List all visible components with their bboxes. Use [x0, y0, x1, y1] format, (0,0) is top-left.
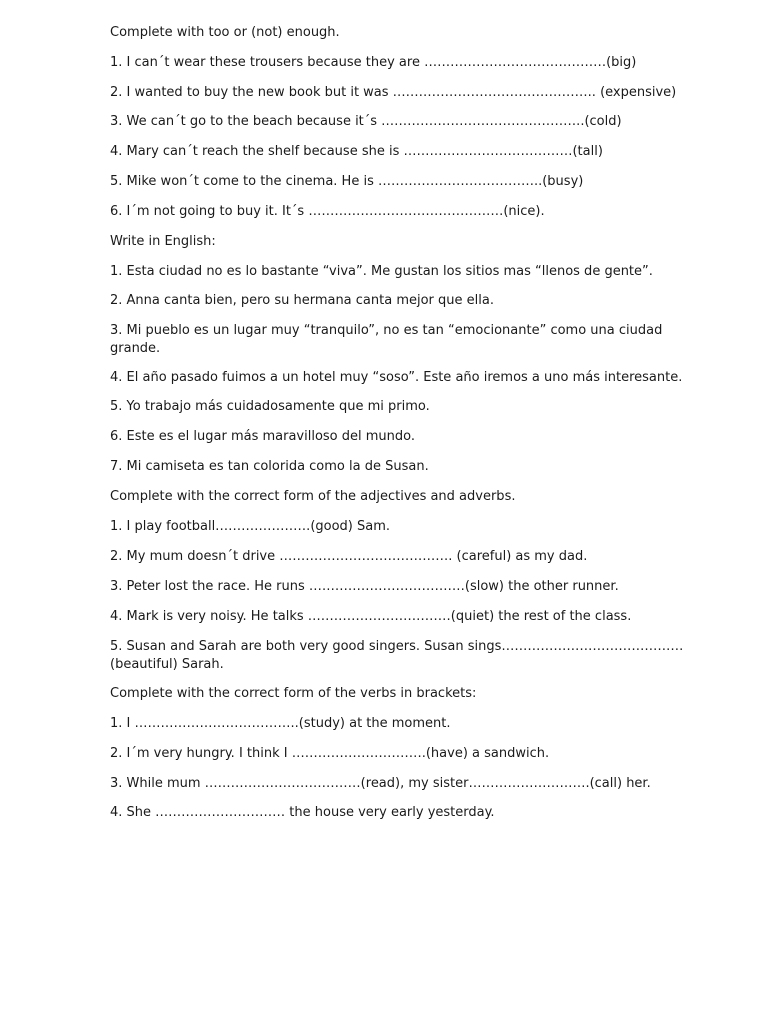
section-heading: Complete with too or (not) enough. [110, 25, 340, 40]
section-adjectives-adverbs [110, 488, 700, 674]
section-too-enough [110, 24, 700, 221]
exercise-item: 5. Susan and Sarah are both very good singers. Susan sings……………………………………(beautiful) Sarah. [110, 639, 684, 672]
exercise-item: 7. Mi camiseta es tan colorida como la de Susan. [110, 459, 429, 474]
exercise-item: 2. My mum doesn´t drive …………………………………. (careful) as my dad. [110, 549, 588, 564]
exercise-item: 6. I´m not going to buy it. It´s ………………………………………(nice). [110, 204, 545, 219]
exercise-item: 1. I can´t wear these trousers because they are ……………………………………(big) [110, 55, 637, 70]
exercise-item: 4. El año pasado fuimos a un hotel muy “soso”. Este año iremos a uno más interesante. [110, 370, 683, 385]
exercise-item: 1. Esta ciudad no es lo bastante “viva”. Me gustan los sitios mas “llenos de gente”. [110, 264, 653, 279]
exercise-item: 4. She ………………………… the house very early yesterday. [110, 805, 495, 820]
exercise-item: 2. Anna canta bien, pero su hermana canta mejor que ella. [110, 293, 494, 308]
exercise-item: 4. Mary can´t reach the shelf because she is …………………………………(tall) [110, 144, 603, 159]
exercise-item: 5. Yo trabajo más cuidadosamente que mi primo. [110, 399, 430, 414]
section-heading: Complete with the correct form of the verbs in brackets: [110, 686, 477, 701]
exercise-item: 2. I´m very hungry. I think I ………………………….(have) a sandwich. [110, 746, 550, 761]
section-heading: Write in English: [110, 234, 216, 249]
section-verbs-in-brackets [110, 685, 700, 822]
exercise-item: 1. I ………………………………..(study) at the moment. [110, 716, 451, 731]
exercise-item: 6. Este es el lugar más maravilloso del mundo. [110, 429, 416, 444]
exercise-item: 3. Mi pueblo es un lugar muy “tranquilo”, no es tan “emocionante” como una ciudad grande. [110, 323, 663, 356]
exercise-item: 4. Mark is very noisy. He talks ……………………………(quiet) the rest of the class. [110, 609, 632, 624]
exercise-item: 1. I play football………………….(good) Sam. [110, 519, 391, 534]
worksheet [110, 24, 700, 834]
exercise-item: 5. Mike won´t come to the cinema. He is ………………………………..(busy) [110, 174, 584, 189]
section-write-in-english [110, 233, 700, 476]
section-heading: Complete with the correct form of the adjectives and adverbs. [110, 489, 516, 504]
exercise-item: 3. Peter lost the race. He runs ………………………………(slow) the other runner. [110, 579, 619, 594]
exercise-item: 2. I wanted to buy the new book but it was ……………………………………….. (expensive) [110, 85, 677, 100]
exercise-item: 3. While mum ………………………………(read), my sister……………………….(call) her. [110, 776, 651, 791]
exercise-item: 3. We can´t go to the beach because it´s ………………………………………..(cold) [110, 114, 622, 129]
